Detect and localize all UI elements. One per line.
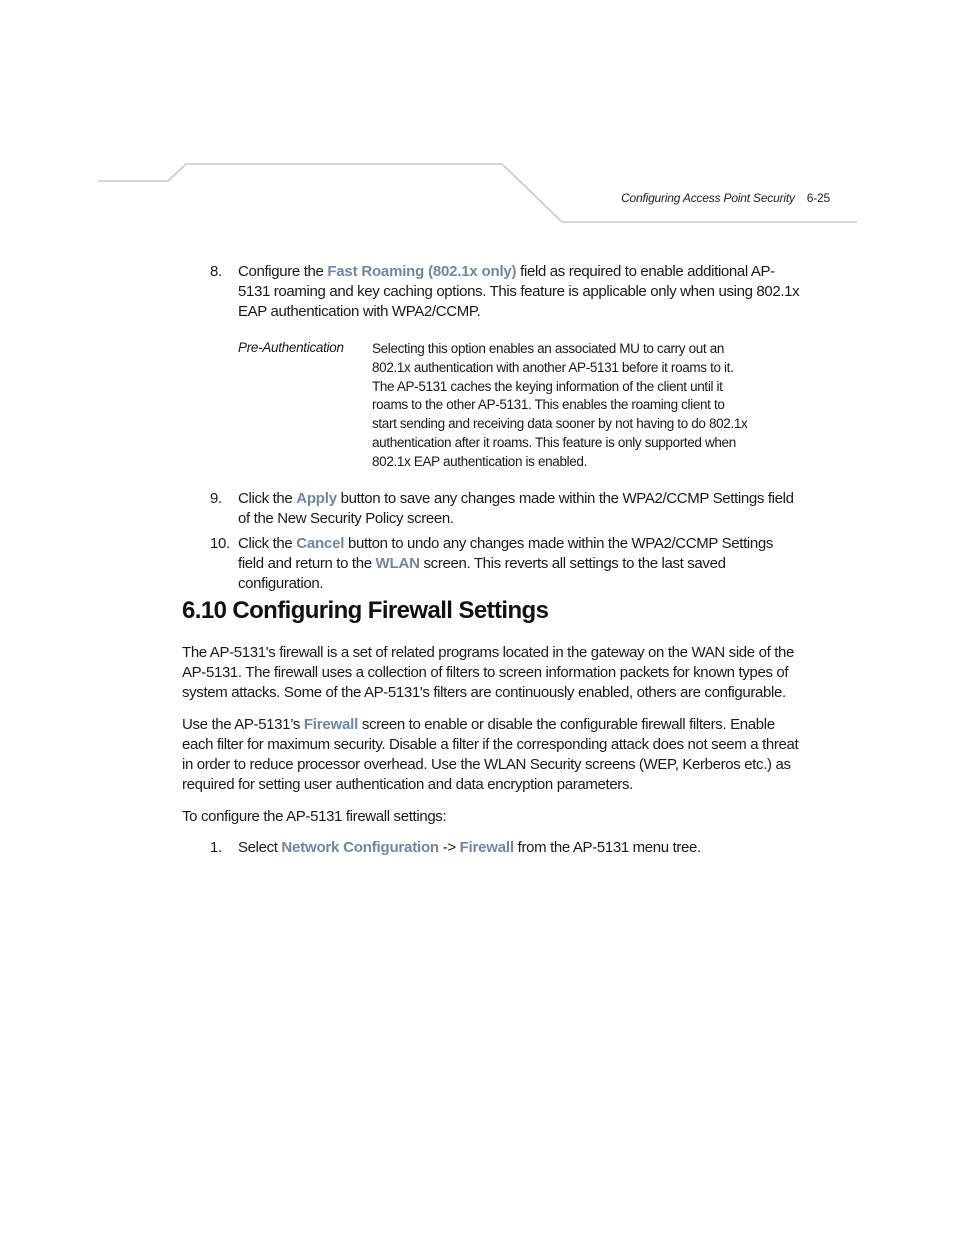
definition-line: The AP-5131 caches the keying information of the client until it — [372, 378, 723, 394]
step-text-post: field as required to enable additional AP-5131 roaming and key caching options. This feature is applicable only when using 802.1x EAP authentication with WPA2/CCMP. — [238, 263, 800, 320]
step-text-pre: Click the — [238, 490, 297, 507]
wlan-screen-ref: WLAN — [375, 555, 420, 572]
definition-body — [372, 340, 752, 472]
definition-line: 802.1x EAP authentication is enabled. — [372, 453, 587, 469]
definition-term: Pre-Authentication — [238, 340, 344, 355]
configure-lead-in: To configure the AP-5131 firewall settings: — [182, 808, 447, 825]
step-text-mid: -> — [438, 839, 460, 856]
definition-line: start sending and receiving data sooner by not having to do 802.1x — [372, 416, 748, 432]
step-number: 8. — [210, 263, 222, 280]
step-1-text — [238, 838, 800, 858]
step-9-text — [238, 489, 800, 529]
step-text-post: button to save any changes made within the WPA2/CCMP Settings field of the New Security Policy screen. — [238, 490, 794, 527]
step-text-mid: button to undo any changes made within the WPA2/CCMP Settings field and return to the — [238, 535, 774, 572]
running-header — [560, 191, 830, 205]
step-text-post: screen. This reverts all settings to the last saved configuration. — [238, 555, 726, 592]
step-number: 9. — [210, 490, 222, 507]
step-text-pre: Select — [238, 839, 282, 856]
para-text-pre: Use the AP-5131’s — [182, 716, 304, 733]
step-number: 1. — [210, 839, 222, 856]
step-text-post: from the AP-5131 menu tree. — [513, 839, 701, 856]
firewall-screen-paragraph — [182, 715, 804, 795]
page-number: 6-25 — [806, 191, 830, 205]
network-configuration-ref: Network Configuration — [281, 839, 439, 856]
step-number: 10. — [210, 535, 230, 552]
step-8-text — [238, 262, 800, 322]
definition-line: 802.1x authentication with another AP-5131 before it roams to it. — [372, 359, 734, 375]
step-text-pre: Click the — [238, 535, 297, 552]
step-text-pre: Configure the — [238, 263, 328, 280]
section-heading: 6.10 Configuring Firewall Settings — [182, 597, 549, 624]
apply-button-ref: Apply — [296, 490, 337, 507]
running-title: Configuring Access Point Security — [621, 191, 795, 205]
definition-line: Selecting this option enables an associated MU to carry out an — [372, 341, 725, 356]
fast-roaming-field-ref: Fast Roaming (802.1x only) — [327, 263, 517, 280]
step-10-text — [238, 534, 800, 594]
intro-paragraph: The AP-5131's firewall is a set of related programs located in the gateway on the WAN side of the AP-5131. The firewall uses a collection of filters to screen information packets for known types of system attacks. Some of the AP-5131's filters are continuously enabled, others are configurable. — [182, 644, 795, 701]
definition-line: authentication after it roams. This feature is only supported when — [372, 434, 736, 450]
definition-line: roams to the other AP-5131. This enables the roaming client to — [372, 397, 725, 413]
cancel-button-ref: Cancel — [296, 535, 345, 552]
para-text-post: screen to enable or disable the configurable firewall filters. Enable each filter for maximum security. Disable a filter if the corresponding attack does not seem a threat in order to reduce processor overhead. Use the WLAN Security screens (WEP, Kerberos etc.) as required for setting user authentication and data encryption parameters. — [182, 716, 799, 793]
firewall-menu-ref: Firewall — [459, 839, 514, 856]
firewall-screen-ref: Firewall — [303, 716, 359, 733]
